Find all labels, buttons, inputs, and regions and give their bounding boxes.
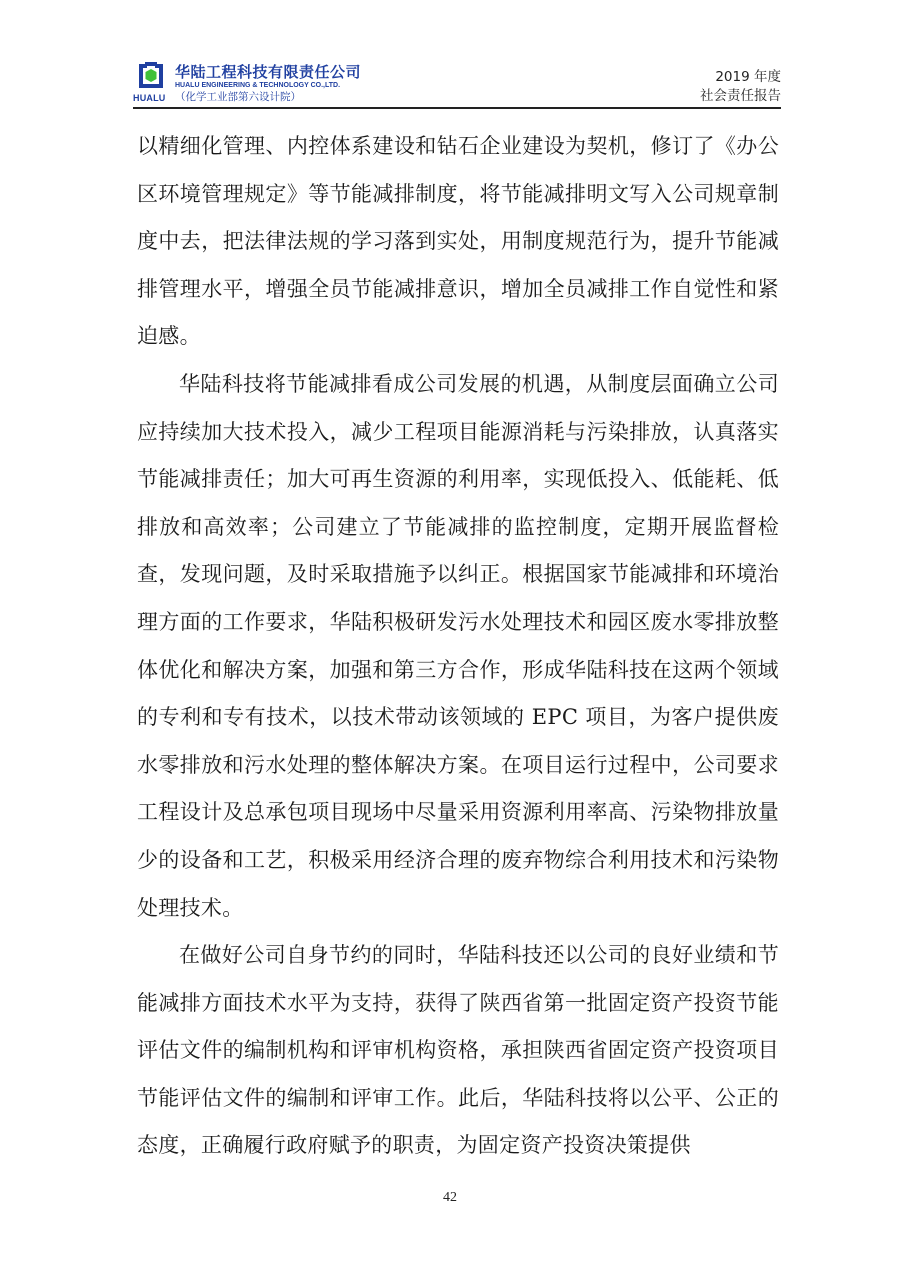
company-name-en: HUALU ENGINEERING & TECHNOLOGY CO.,LTD.: [175, 82, 341, 89]
text-line: 司应持续加大技术投入，减少工程项目能源消耗与污染排放，认真: [137, 371, 779, 444]
text-line: 高、污染物排放量少的设备和工艺，积极采用经济合理的废弃物综: [137, 800, 779, 872]
text-line: 作自觉性和紧迫感。: [137, 276, 779, 349]
text-line: 程中，公司要求工程设计及总承包项目现场中尽量采用资源利用率: [137, 752, 779, 825]
text-line: 以精细化管理、内控体系建设和钻石企业建设为契机，修订了: [137, 134, 715, 158]
text-line: 《办公区环境管理规定》等节能减排制度，将节能减排明文写入公: [137, 134, 779, 206]
page-number: 42: [443, 1190, 457, 1205]
report-year: 2019 年度: [715, 69, 781, 85]
text-line: 司规章制度中去，把法律法规的学习落到实处，用制度规范行为，: [137, 181, 779, 254]
company-logo: [133, 62, 169, 104]
text-line: 耗、低排放和高效率；公司建立了节能减排的监控制度，定期开展: [137, 467, 779, 539]
paragraph-1: [137, 123, 779, 361]
text-line: 在做好公司自身节约的同时，华陆科技还以公司的良好业绩和: [179, 943, 758, 968]
text-line: 节能评估文件的编制机构和评审机构资格，承担陕西省固定资产投: [137, 990, 779, 1063]
page-header: [133, 62, 781, 107]
company-block: [175, 64, 361, 104]
text-line: 为客户提供废水零排放和污水处理的整体解决方案。在项目运行过: [137, 705, 779, 777]
text-line: 公正的态度，正确履行政府赋予的职责，为固定资产投资决策提供: [137, 1085, 779, 1158]
company-subtitle: （化学工业部第六设计院）: [175, 91, 301, 103]
hualu-logo-icon: [137, 62, 165, 92]
text-line: 资项目节能评估文件的编制和评审工作。此后，华陆科技将以公平、: [137, 1038, 779, 1110]
document-body: [137, 123, 779, 1170]
text-line: 和环境治理方面的工作要求，华陆积极研发污水处理技术和园区废: [137, 562, 779, 634]
report-label: [700, 68, 781, 106]
paragraph-2: [137, 361, 779, 932]
text-line: 节能减排方面技术水平为支持，获得了陕西省第一批固定资产投资: [137, 943, 779, 1015]
text-line: 在这两个领域的专利和专有技术，以技术带动该领域的 EPC 项目，: [137, 657, 779, 730]
header-divider: [133, 107, 781, 109]
text-line: 监督检查，发现问题，及时采取措施予以纠正。根据国家节能减排: [137, 514, 779, 587]
text-line: 水零排放整体优化和解决方案，加强和第三方合作，形成华陆科技: [137, 609, 780, 682]
text-line: 落实节能减排责任；加大可再生资源的利用率，实现低投入、低能: [137, 419, 779, 492]
report-title: 社会责任报告: [700, 88, 781, 104]
text-line: 提升节能减排管理水平，增强全员节能减排意识，增加全员减排工: [137, 229, 780, 301]
paragraph-3: [137, 932, 779, 1170]
logo-text: HUALU: [133, 93, 166, 103]
company-name-cn: 华陆工程科技有限责任公司: [175, 63, 362, 81]
text-line: 合利用技术和污染物处理技术。: [137, 847, 779, 920]
text-line: 华陆科技将节能减排看成公司发展的机遇，从制度层面确立公: [179, 371, 758, 396]
